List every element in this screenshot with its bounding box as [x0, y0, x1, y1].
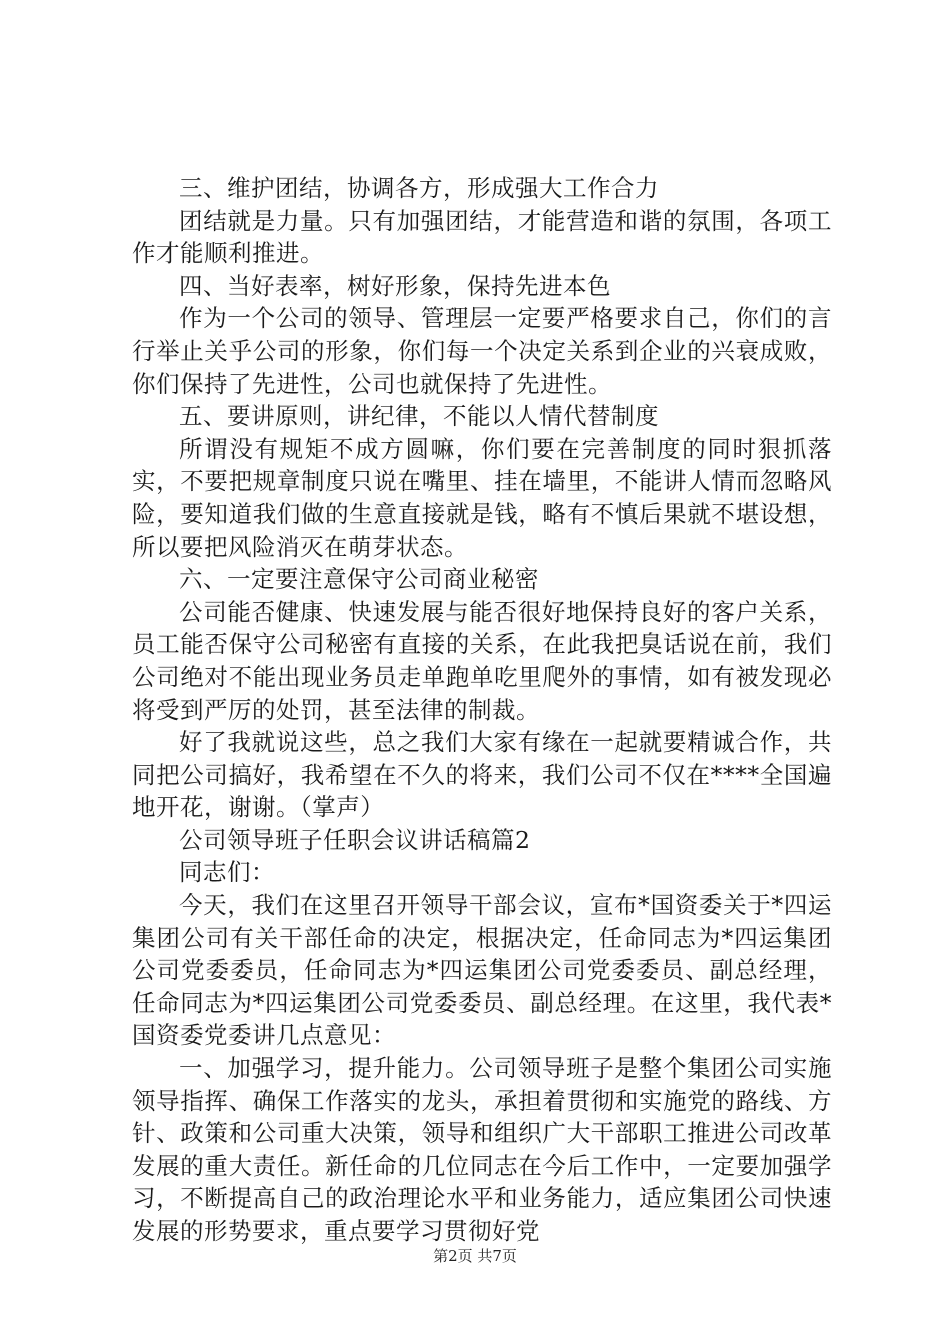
paragraph: 今天，我们在这里召开领导干部会议，宣布*国资委关于*四运集团公司有关干部任命的决定，根据决定，任命同志为*四运集团公司党委委员，任命同志为*四运集团公司党委委员、副总经理，任命同志为*四运集团公司党委委员、副总经理。在这里，我代表*国资委党委讲几点意见： — [132, 891, 832, 1050]
document-body — [132, 172, 832, 1248]
section-heading-4: 四、当好表率，树好形象，保持先进本色 — [179, 271, 611, 300]
article-title: 公司领导班子任职会议讲话稿篇2 — [179, 825, 531, 854]
closing-paragraph: 好了我就说这些，总之我们大家有缘在一起就要精诚合作，共同把公司搞好，我希望在不久的将来，我们公司不仅在****全国遍地开花，谢谢。（掌声） — [132, 728, 832, 822]
paragraph: 所谓没有规矩不成方圆嘛，你们要在完善制度的同时狠抓落实，不要把规章制度只说在嘴里、挂在墙里，不能讲人情而忽略风险，要知道我们做的生意直接就是钱，略有不慎后果就不堪设想，所以要把风险消灭在萌芽状态。 — [132, 434, 832, 561]
section-heading-5: 五、要讲原则，讲纪律，不能以人情代替制度 — [179, 402, 659, 431]
paragraph: 团结就是力量。只有加强团结，才能营造和谐的氛围，各项工作才能顺利推进。 — [132, 206, 832, 268]
section-heading-3: 三、维护团结，协调各方，形成强大工作合力 — [179, 174, 659, 202]
page-footer: 第2页 共7页 — [433, 1247, 517, 1265]
section-heading-6: 六、一定要注意保守公司商业秘密 — [179, 565, 539, 594]
paragraph: 作为一个公司的领导、管理层一定要严格要求自己，你们的言行举止关乎公司的形象，你们每一个决定关系到企业的兴衰成败，你们保持了先进性，公司也就保持了先进性。 — [132, 304, 832, 398]
paragraph: 一、加强学习，提升能力。公司领导班子是整个集团公司实施领导指挥、确保工作落实的龙头，承担着贯彻和实施党的路线、方针、政策和公司重大决策，领导和组织广大干部职工推进公司改革发展的重大责任。新任命的几位同志在今后工作中，一定要加强学习，不断提高自己的政治理论水平和业务能力，适应集团公司快速发展的形势要求，重点要学习贯彻好党 — [132, 1054, 832, 1245]
salutation: 同志们： — [179, 858, 275, 887]
paragraph: 公司能否健康、快速发展与能否很好地保持良好的客户关系，员工能否保守公司秘密有直接的关系，在此我把臭话说在前，我们公司绝对不能出现业务员走单跑单吃里爬外的事情，如有被发现必将受到严厉的处罚，甚至法律的制裁。 — [132, 597, 832, 724]
